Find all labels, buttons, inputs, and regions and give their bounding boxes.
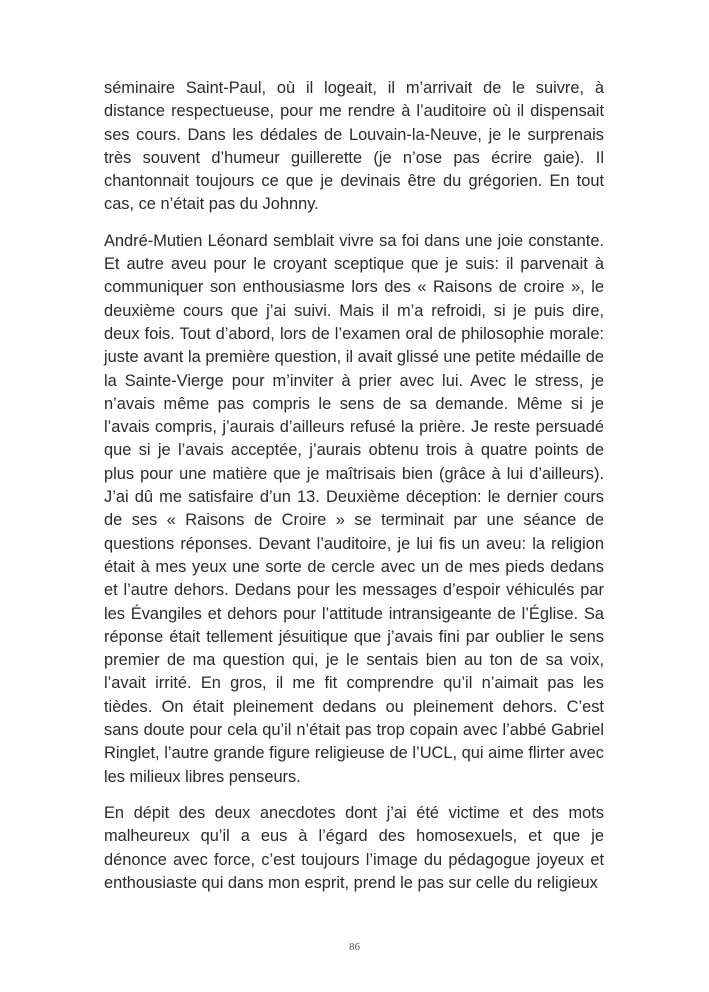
paragraph: En dépit des deux anecdotes dont j’ai été victime et des mots malheureux qu’il a eus à l’égard des homosexuels, et que je dénonce avec force, c’est toujours l’image du pédagogue joyeux et enthousiaste qui dans mon esprit, prend le pas sur celle du religieux [104, 803, 604, 892]
page-number: 86 [349, 941, 360, 953]
body-text [104, 77, 604, 908]
paragraph: séminaire Saint-Paul, où il logeait, il m’arrivait de le suivre, à distance respectueuse, pour me rendre à l’auditoire où il dispensait ses cours. Dans les dédales de Louvain-la-Neuve, je le surprenais très souvent d’humeur guillerette (je n’ose pas écrire gaie). Il chantonnait toujours ce que je devinais être du grégorien. En tout cas, ce n’était pas du Johnny. [104, 79, 604, 214]
paragraph: André-Mutien Léonard semblait vivre sa foi dans une joie constante. Et autre aveu pour le croyant sceptique que je suis: il parvenait à communiquer son enthousiasme lors des « Raisons de croire », le deuxième cours que j’ai suivi. Mais il m’a refroidi, si je puis dire, deux fois. Tout d’abord, lors de l’examen oral de philosophie morale: juste avant la première question, il avait glissé une petite médaille de la Sainte-Vierge pour m’inviter à prier avec lui. Avec le stress, je n’avais même pas compris le sens de sa demande. Même si je l’avais compris, j’aurais d’ailleurs refusé la prière. Je reste persuadé que si je l’avais acceptée, j’aurais obtenu trois à quatre points de plus pour une matière que je maîtrisais bien (grâce à lui d’ailleurs). J’ai dû me satisfaire d’un 13. Deuxième déception: le dernier cours de ses « Raisons de Croire » se terminait par une séance de questions réponses. Devant l’auditoire, je lui fis un aveu: la religion était à mes yeux une sorte de cercle avec un de mes pieds dedans et l’autre dehors. Dedans pour les messages d’espoir véhiculés par les Évangiles et dehors pour l’attitude intransigeante de l’Église. Sa réponse était tellement jésuitique que j’avais fini par oublier le sens premier de ma question qui, je le sentais bien au ton de sa voix, l’avait irrité. En gros, il me fit comprendre qu’il n’aimait pas les tièdes. On était pleinement dedans ou pleinement dehors. C’est sans doute pour cela qu’il n’était pas trop copain avec l’abbé Gabriel Ringlet, l’autre grande figure religieuse de l’UCL, qui aime flirter avec les milieux libres penseurs. [104, 231, 604, 786]
